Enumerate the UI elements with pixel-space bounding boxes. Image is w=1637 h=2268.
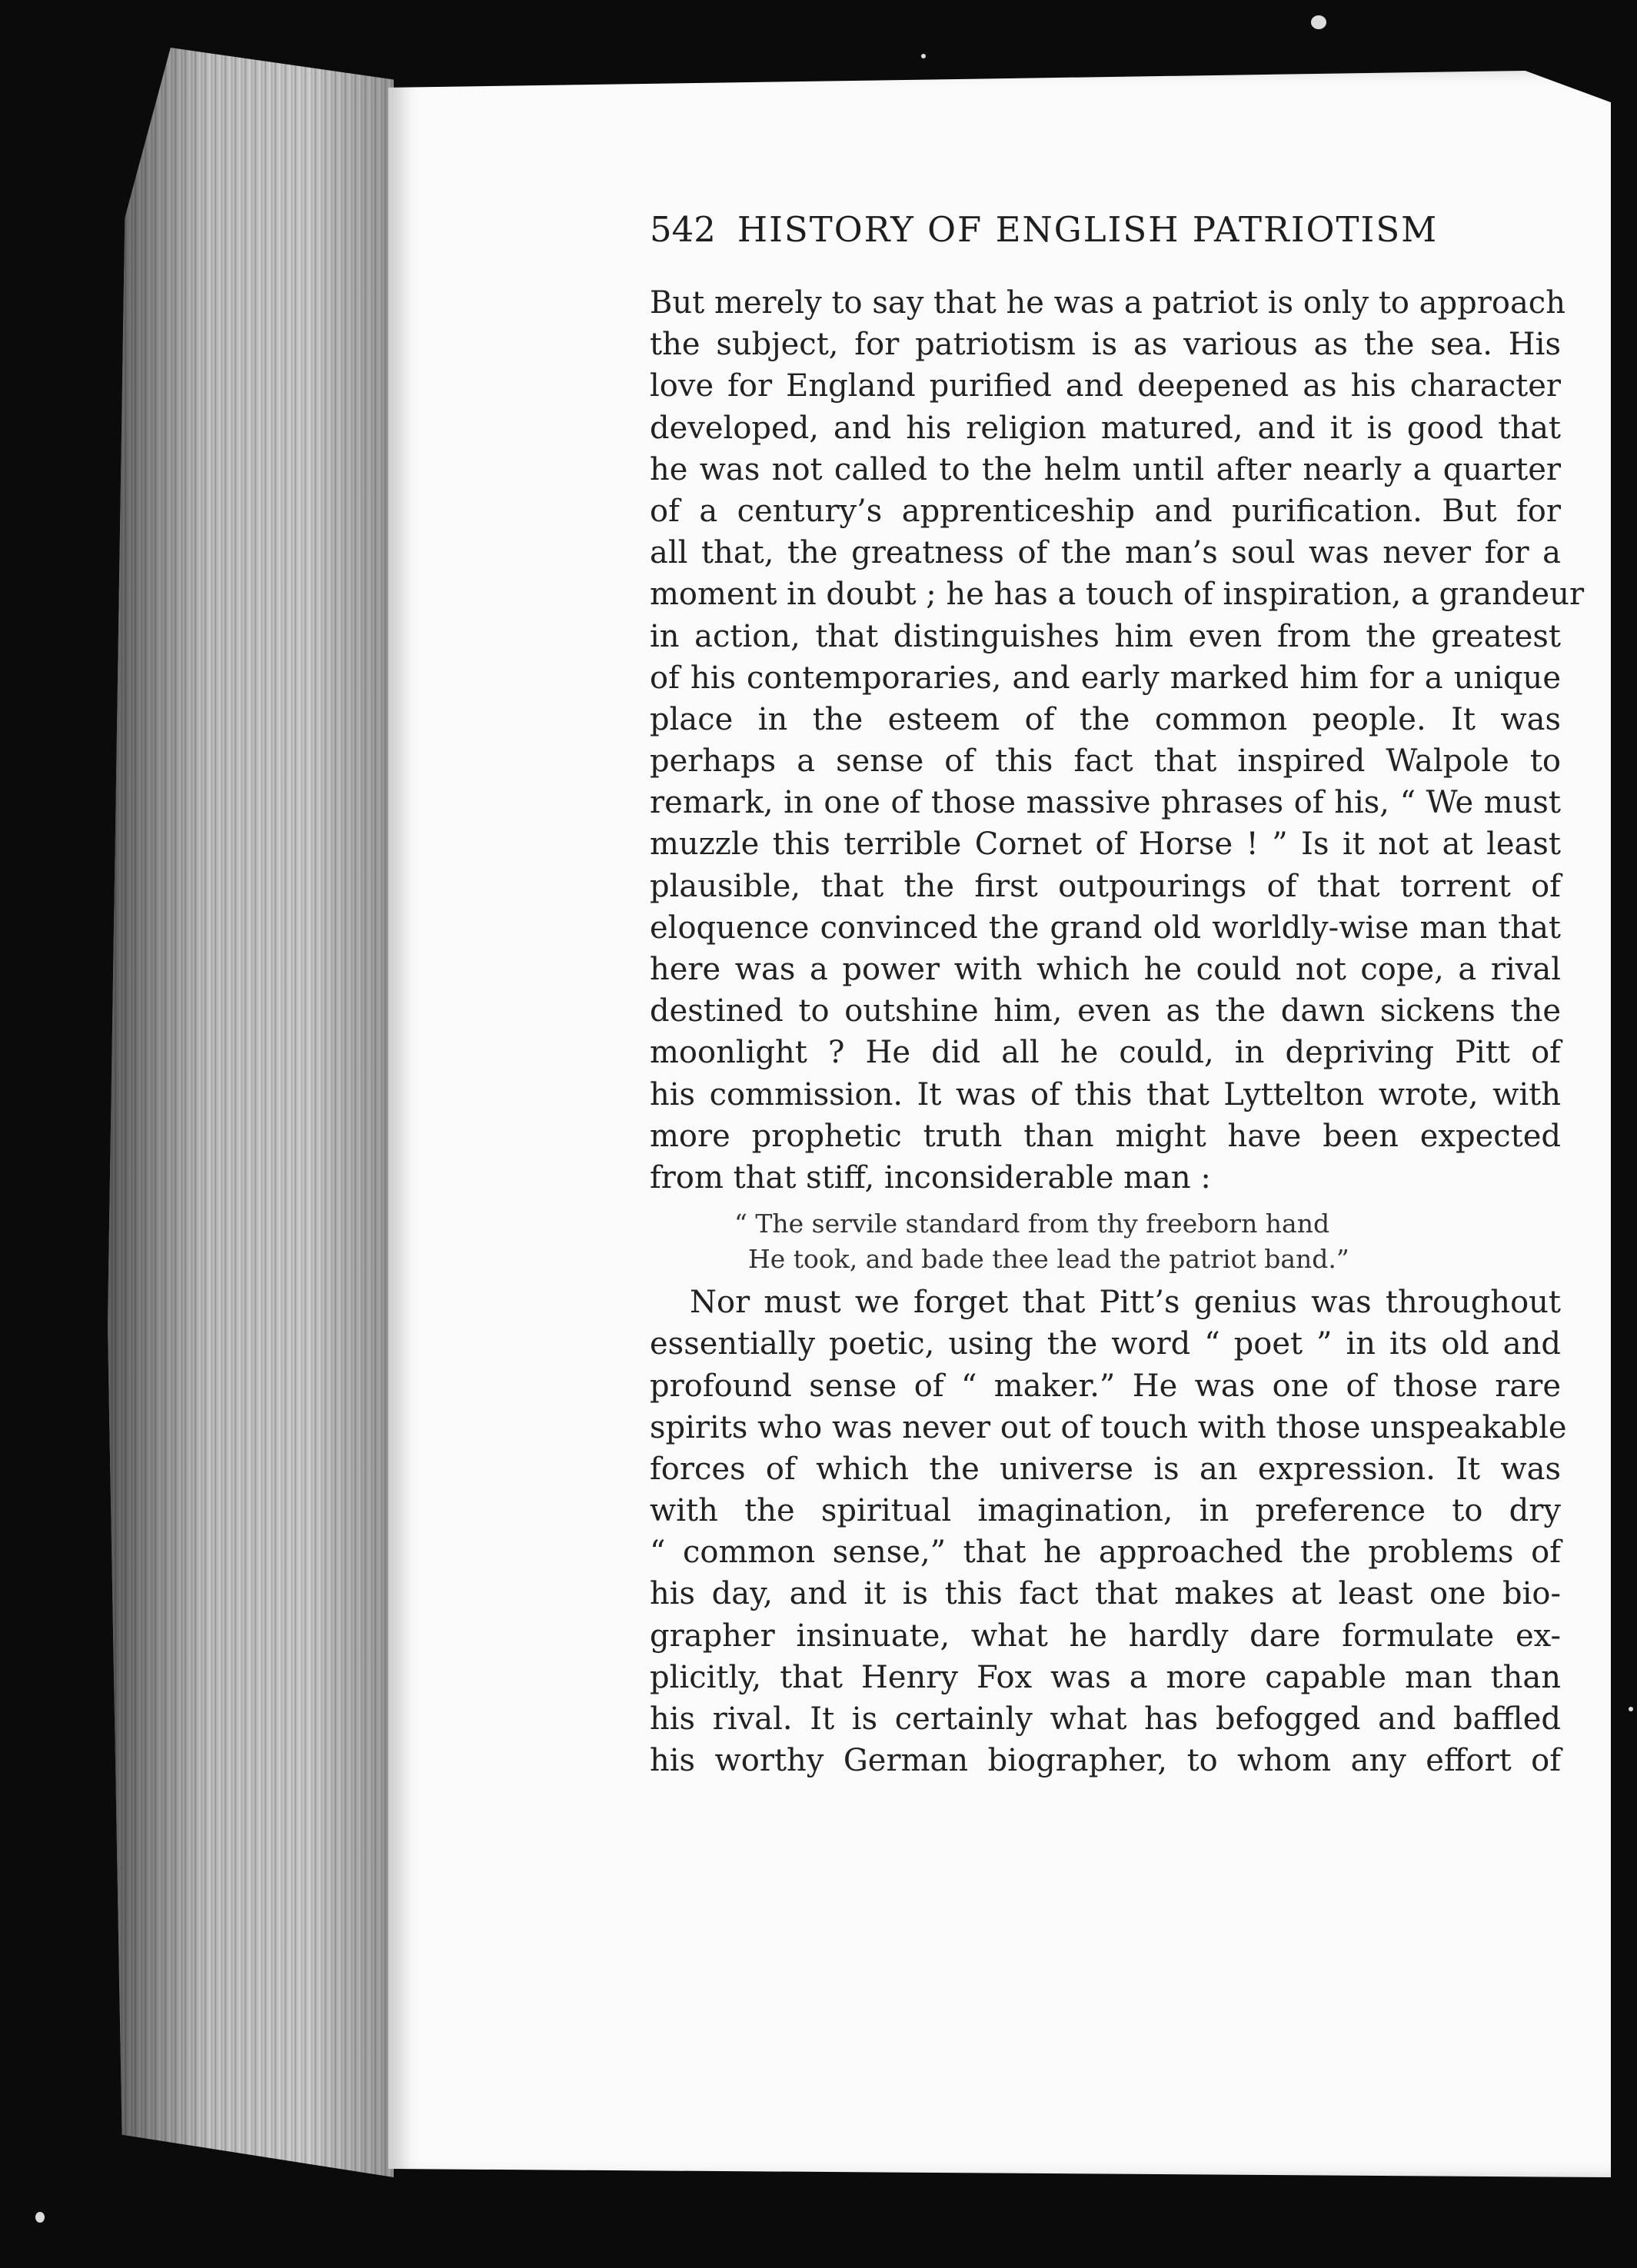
dust-speck <box>35 2212 45 2223</box>
text-line: perhaps a sense of this fact that inspired Walpole to <box>650 743 1561 780</box>
text-line: But merely to say that he was a patriot is only to approach <box>650 285 1565 321</box>
dust-speck <box>1311 15 1326 29</box>
text-line: he was not called to the helm until after nearly a quarter <box>650 451 1561 487</box>
text-line: of his contemporaries, and early marked him for a unique <box>650 660 1561 696</box>
page-block-shadow <box>108 48 394 2177</box>
text-line: moment in doubt ; he has a touch of inspiration, a grandeur <box>650 577 1585 613</box>
text-line: from that stiff, inconsiderable man : <box>650 1159 1211 1196</box>
paragraph-2 <box>650 1282 1567 1781</box>
text-line: remark, in one of those massive phrases of his, “ We must <box>650 785 1561 821</box>
text-line: his rival. It is certainly what has befogged and baffled <box>650 1701 1561 1737</box>
verse-quotation <box>650 1206 1561 1277</box>
text-line: his worthy German biographer, to whom any effort of <box>650 1743 1561 1779</box>
text-line: his commission. It was of this that Lyttelton wrote, with <box>650 1076 1561 1112</box>
text-line: the subject, for patriotism is as various as the sea. His <box>650 327 1561 363</box>
running-header <box>650 209 1561 250</box>
verse-line: “ The servile standard from thy freeborn hand <box>734 1209 1330 1239</box>
text-line: plicitly, that Henry Fox was a more capable man than <box>650 1659 1561 1695</box>
text-line: profound sense of “ maker.” He was one of those rare <box>650 1368 1561 1404</box>
text-line: his day, and it is this fact that makes at least one bio- <box>650 1576 1561 1612</box>
paragraph-1 <box>650 282 1585 1199</box>
text-line: eloquence convinced the grand old worldly-wise man that <box>650 910 1561 946</box>
text-line: in action, that distinguishes him even from the greatest <box>650 618 1561 654</box>
text-line: here was a power with which he could not cope, a rival <box>650 952 1561 987</box>
text-line: developed, and his religion matured, and it is good that <box>650 410 1561 446</box>
text-line: essentially poetic, using the word “ poet ” in its old and <box>650 1326 1561 1362</box>
text-line: grapher insinuate, what he hardly dare formulate ex- <box>650 1618 1561 1654</box>
text-line: muzzle this terrible Cornet of Horse ! ” Is it not at least <box>650 826 1561 863</box>
text-line: plausible, that the first outpourings of that torrent of <box>650 868 1561 904</box>
text-line: love for England purified and deepened as his character <box>650 368 1561 404</box>
text-line: with the spiritual imagination, in preference to dry <box>650 1493 1561 1529</box>
page-number: 542 <box>650 209 716 250</box>
text-line: of a century’s apprenticeship and purification. But for <box>650 493 1561 529</box>
verse-line: He took, and bade thee lead the patriot band.” <box>748 1244 1349 1275</box>
text-line: destined to outshine him, even as the dawn sickens the <box>650 993 1561 1029</box>
text-line: Nor must we forget that Pitt’s genius was throughout <box>690 1285 1561 1321</box>
text-line: all that, the greatness of the man’s soul was never for a <box>650 535 1561 571</box>
text-line: place in the esteem of the common people. It was <box>650 701 1561 737</box>
text-line: moonlight ? He did all he could, in depriving Pitt of <box>650 1035 1561 1071</box>
running-title: HISTORY OF ENGLISH PATRIOTISM <box>737 209 1439 250</box>
text-line: “ common sense,” that he approached the problems of <box>650 1535 1561 1571</box>
text-line: forces of which the universe is an expression. It was <box>650 1451 1561 1487</box>
text-line: spirits who was never out of touch with those unspeakable <box>650 1409 1567 1445</box>
page-body <box>650 282 1585 1781</box>
dust-speck <box>1629 1707 1633 1711</box>
text-line: more prophetic truth than might have been expected <box>650 1118 1561 1154</box>
dust-speck <box>921 54 926 58</box>
